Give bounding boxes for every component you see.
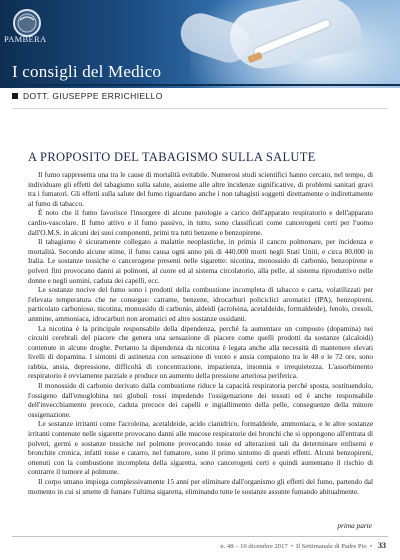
issue-info: n. 48 – 10 dicembre 2017 (220, 543, 288, 550)
header-banner (0, 0, 400, 88)
continuation-note: prima parte (337, 521, 372, 530)
article-headline: A PROPOSITO DEL TABAGISMO SULLA SALUTE (28, 150, 316, 164)
paragraph: La nicotina è la principale responsabile della dipendenza, perché fa aumentare un composto (dopamina) nei circuiti cerebrali del piacere che genera una sensazione di piacere come quelli prodotti da sostanze (alcaloidi) contenute in alcune droghe. Pertanto la dipendenza da nicotina è legata anche alla necessità di mantenere elevati livelli di dopamina. I sintomi di astinenza con sensazione di vuoto e ansia compaiono tra le 48 e le 72 ore, sono rabbia, ansia, depressione, difficoltà di concentrazione, impazienza, insonnia e irrequietezza. L'assorbimento respiratorio è ovviamente parziale e produce un aumento della pressione arteriosa periferica. (28, 323, 373, 381)
title-rule (0, 84, 400, 86)
section-title: I consigli del Medico (12, 62, 162, 81)
author-byline (12, 91, 163, 101)
paragraph: Le sostanze irritanti come l'acroleina, acetaldeide, acido cianidrico, formaldeide, ammoniaca, e le altre sostanze irritanti contenute nelle sigarette provocano danni alle mucose respiratorie dei bronchi che si oppongono all'entrata di polveri, germi e sostanze tossiche nel polmone provocando tosse ed alterazioni tali da determinare enfisemi e bronchite cronica, infatti tosse e catarro, nel fumatore, sono il primo sintomo di questi effetti. Alcuni benzopireni, ottenuti con la combustione incompleta della sigaretta, sono cancerogeni certi e quindi aumentano il rischio di contrarre il tumore al polmone. (28, 419, 373, 477)
paragraph: Il tabagismo è sicuramente collegato a malattie neoplastiche, in primis il cancro polmonare, per incidenza e mortalità. Secondo alcune stime, il fumo causa ogni anno più di 440.000 morti negli Stati Uniti, e circa 80.000 in Italia. Le sostanze tossiche o cancerogene presenti nelle sigarette: nicotina, monossido di carbonio, benzopirene e polveri fini provocano danni ai polmoni, al cuore ed al sistema circolatorio, alla pelle, al sistema riproduttivo nelle donne e negli uomini, caduta dei capelli, ecc. (28, 237, 373, 285)
page-number: 33 (378, 541, 386, 550)
logo-text: PAMBERA (4, 34, 47, 44)
paragraph: Il fumo rappresenta una tra le cause di mortalità evitabile. Numerosi studi scientifici hanno cercato, nel tempo, di individuare gli effetti del tabagismo sulla salute, assieme alle altre incidenze significative, di problemi sanitari gravi tra i fumatori. Gli effetti sulla salute del fumo riguardano anche i non tabagisti soggetti direttamente o indirettamente al fumo di tabacco. (28, 170, 373, 208)
magazine-name: Il Settimanale di Padre Pio (296, 543, 367, 550)
divider (12, 108, 388, 109)
article-body (28, 170, 373, 496)
footer-rule (12, 536, 388, 537)
footer-separator: • (290, 543, 293, 550)
paragraph: È noto che il fumo favorisce l'insorgere di alcune patologie a carico dell'apparato respiratorio e dell'apparato cardio-vascolare. Il fumo attivo e il fumo passivo, in tutto, sono classificati come cancerogeni certi per l'uomo dall'O.M.S. in alcuni dei suoi componenti, primi tra tutti benzene e benzopirene. (28, 208, 373, 237)
paragraph: Le sostanze nocive del fumo sono i prodotti della combustione incompleta di tabacco e carta, volatilizzati per l'elevata temperatura che ne consegue: catrame, benzene, idrocarburi policiclici aromatici (IPA), benzopireni, particolato carbonioso, nicotina, monossido di carbonio, aldeidi (acroleina, acetaldeide, formaldeide), fenolo, cresoli, ammine, ammoniaca, idrocarburi non aromatici ed altre sostanze ossidanti. (28, 285, 373, 323)
page-footer (220, 541, 386, 550)
bullet-square-icon (12, 93, 18, 99)
footer-separator: • (369, 543, 372, 550)
author-name: DOTT. GIUSEPPE ERRICHIELLO (23, 91, 163, 101)
paragraph: Il corpo umano impiega complessivamente 15 anni per eliminare dall'organismo gli effetti del fumo, partendo dal momento in cui si smette di fumare l'ultima sigaretta, eliminando tutte le sostanze assunte fumando abitualmente. (28, 477, 373, 496)
paragraph: Il monossido di carbonio derivato dalla combustione riduce la capacità respiratoria perché sposta, sostituendolo, l'ossigeno dall'emoglobina nei globuli rossi impedendo l'ossigenazione dei tessuti ed è anche responsabile dell'invecchiamento precoce, caduta precoce dei capelli e ingiallimento della pelle, conseguenze della minore ossigenazione. (28, 381, 373, 419)
